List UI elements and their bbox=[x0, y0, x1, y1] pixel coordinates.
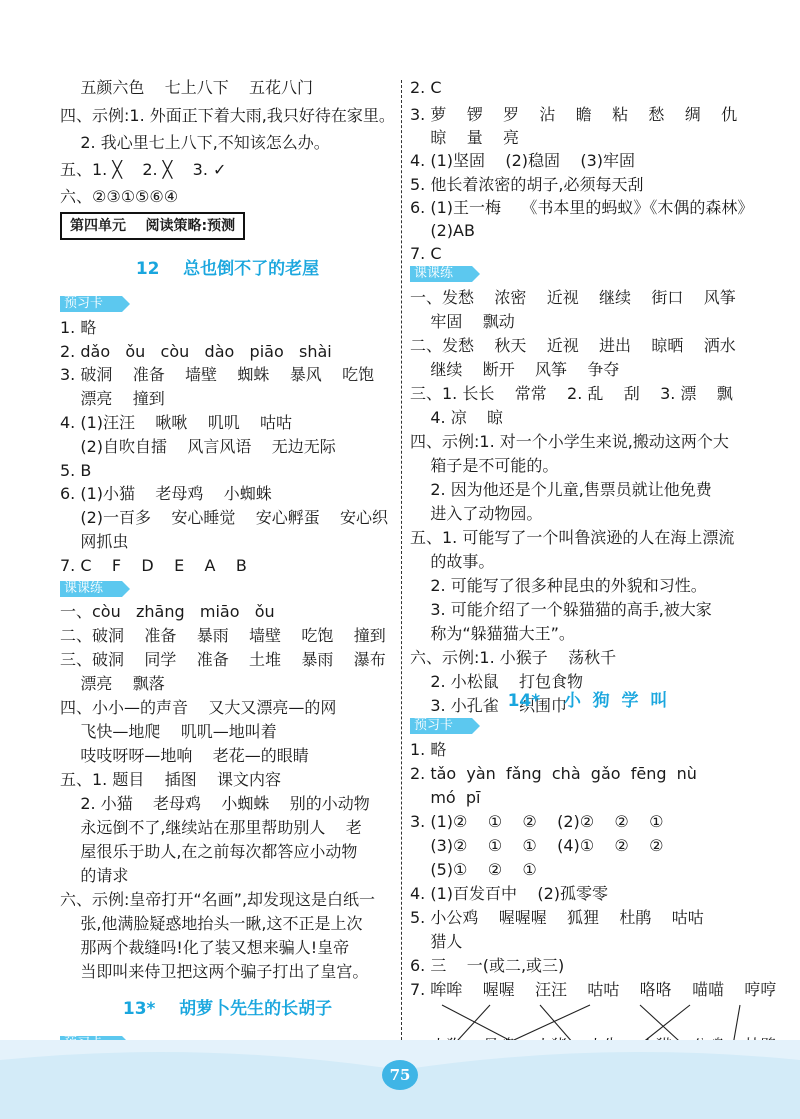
answer-line: 六、②③①⑤⑥④ bbox=[60, 187, 179, 206]
answer-line: 牢固 飘动 bbox=[410, 312, 515, 331]
answer-line: 吱吱呀呀—地响 老花—的眼睛 bbox=[60, 746, 309, 765]
answer-line: 六、示例:皇帝打开“名画”,却发现这是白纸一 bbox=[60, 890, 376, 909]
answer-line: 3. 小孔雀 织围巾 bbox=[410, 696, 568, 715]
answer-line: 2. C bbox=[410, 78, 442, 97]
answer-line: 四、小小—的声音 又大又漂亮—的网 bbox=[60, 698, 337, 717]
answer-line: 二、发愁 秋天 近视 进出 晾晒 洒水 bbox=[410, 336, 736, 355]
answer-line: 5. B bbox=[60, 461, 92, 480]
answer-line: 5. 小公鸡 喔喔喔 狐狸 杜鹃 咕咕 bbox=[410, 908, 704, 927]
answer-line: 漂亮 撞到 bbox=[60, 389, 165, 408]
answer-line: 5. 他长着浓密的胡子,必须每天刮 bbox=[410, 175, 644, 194]
answer-line: 1. 略 bbox=[60, 318, 97, 337]
answer-line: 四、示例:1. 对一个小学生来说,搬动这两个大 bbox=[410, 432, 729, 451]
answer-line: 4. 凉 晾 bbox=[410, 408, 504, 427]
answer-line: 3. 破洞 准备 墙壁 蜘蛛 暴风 吃饱 bbox=[60, 365, 375, 384]
answer-line: 箱子是不可能的。 bbox=[410, 456, 559, 475]
answer-line: 7. C F D E A B bbox=[60, 556, 247, 575]
answer-line: 2. dǎo ǒu còu dào piāo shài bbox=[60, 342, 332, 361]
answer-line: 2. 小松鼠 打包食物 bbox=[410, 672, 584, 691]
answer-line: 一、còu zhāng miāo ǒu bbox=[60, 602, 275, 621]
answer-line: 五、1. 题目 插图 课文内容 bbox=[60, 770, 282, 789]
answer-line: 六、示例:1. 小猴子 荡秋千 bbox=[410, 648, 617, 667]
answer-line: 漂亮 飘落 bbox=[60, 674, 165, 693]
page-number: 75 bbox=[382, 1060, 418, 1090]
answer-line: 2. 可能写了很多种昆虫的外貌和习性。 bbox=[410, 576, 707, 595]
lesson-title: 14* 小 狗 学 叫 bbox=[507, 691, 668, 711]
answer-line: 四、示例:1. 外面正下着大雨,我只好待在家里。 bbox=[60, 106, 395, 125]
answer-line: 三、1. 长长 常常 2. 乱 刮 3. 漂 飘 bbox=[410, 384, 733, 403]
answer-line: 猎人 bbox=[410, 932, 463, 951]
answer-line: (2)自吹自擂 风言风语 无边无际 bbox=[60, 437, 336, 456]
answer-line: 7. 哞哞 喔喔 汪汪 咕咕 咯咯 喵喵 哼哼 bbox=[410, 980, 777, 999]
answer-line: 1. 略 bbox=[410, 740, 447, 759]
answer-line: 6. (1)小猫 老母鸡 小蜘蛛 bbox=[60, 484, 272, 503]
answer-line: (5)① ② ① bbox=[410, 860, 537, 879]
answer-line: 当即叫来侍卫把这两个骗子打出了皇宫。 bbox=[60, 962, 369, 981]
answer-line: 五、1. 可能写了一个叫鲁滨逊的人在海上漂流 bbox=[410, 528, 735, 547]
answer-line: 二、破洞 准备 暴雨 墙壁 吃饱 撞到 bbox=[60, 626, 386, 645]
column-divider bbox=[401, 80, 402, 1040]
answer-line: 4. (1)汪汪 啾啾 叽叽 咕咕 bbox=[60, 413, 293, 432]
answer-line: 晾 量 亮 bbox=[410, 128, 520, 147]
answer-line: 五、1. ╳ 2. ╳ 3. ✓ bbox=[60, 160, 227, 179]
answer-line: 2. tǎo yàn fǎng chà gǎo fēng nù bbox=[410, 764, 697, 783]
answer-line: 6. (1)王一梅 《书本里的蚂蚁》《木偶的森林》 bbox=[410, 198, 754, 217]
answer-line: 7. C bbox=[410, 244, 442, 263]
answer-line: 网抓虫 bbox=[60, 532, 129, 551]
answer-line: 3. 可能介绍了一个躲猫猫的高手,被大家 bbox=[410, 600, 712, 619]
section-tag: 课课练 bbox=[60, 581, 122, 597]
answer-line: 五颜六色 七上八下 五花八门 bbox=[60, 78, 314, 97]
answer-line: 4. (1)百发百中 (2)孤零零 bbox=[410, 884, 609, 903]
section-tag: 预习卡 bbox=[60, 296, 122, 312]
answer-line: (2)一百多 安心睡觉 安心孵蛋 安心织 bbox=[60, 508, 389, 527]
answer-line: 4. (1)坚固 (2)稳固 (3)牢固 bbox=[410, 151, 636, 170]
answer-line: 2. 小猫 老母鸡 小蜘蛛 别的小动物 bbox=[60, 794, 370, 813]
answer-line: 永远倒不了,继续站在那里帮助别人 老 bbox=[60, 818, 362, 837]
answer-line: 的请求 bbox=[60, 866, 129, 885]
answer-line: mó pī bbox=[410, 788, 481, 807]
answer-line: 张,他满脸疑惑地抬头一瞅,这不正是上次 bbox=[60, 914, 363, 933]
answer-line: 进入了动物园。 bbox=[410, 504, 543, 523]
section-tag: 预习卡 bbox=[410, 718, 472, 734]
answer-line: 3. (1)② ① ② (2)② ② ① bbox=[410, 812, 664, 831]
answer-line: 的故事。 bbox=[410, 552, 495, 571]
answer-line: 继续 断开 风筝 争夺 bbox=[410, 360, 620, 379]
answer-line: 称为“躲猫猫大王”。 bbox=[410, 624, 575, 643]
answer-line: (3)② ① ① (4)① ② ② bbox=[410, 836, 664, 855]
answer-line: (2)AB bbox=[410, 221, 475, 240]
answer-line: 那两个裁缝吗!化了装又想来骗人!皇帝 bbox=[60, 938, 350, 957]
lesson-title: 12 总也倒不了的老屋 bbox=[135, 259, 320, 279]
answer-line: 6. 三 一(或二,或三) bbox=[410, 956, 565, 975]
section-tag: 课课练 bbox=[410, 266, 472, 282]
answer-line: 飞快—地爬 叽叽—地叫着 bbox=[60, 722, 277, 741]
answer-line: 三、破洞 同学 准备 土堆 暴雨 瀑布 bbox=[60, 650, 386, 669]
answer-line: 2. 因为他还是个儿童,售票员就让他免费 bbox=[410, 480, 712, 499]
answer-line: 一、发愁 浓密 近视 继续 街口 风筝 bbox=[410, 288, 736, 307]
answer-line: 2. 我心里七上八下,不知该怎么办。 bbox=[60, 133, 330, 152]
answer-line: 屋很乐于助人,在之前每次都答应小动物 bbox=[60, 842, 358, 861]
answer-line: 3. 萝 锣 罗 沾 瞻 粘 愁 绸 仇 bbox=[410, 105, 738, 124]
lesson-title: 13* 胡萝卜先生的长胡子 bbox=[122, 999, 333, 1019]
unit-heading: 第四单元 阅读策略:预测 bbox=[60, 212, 245, 240]
